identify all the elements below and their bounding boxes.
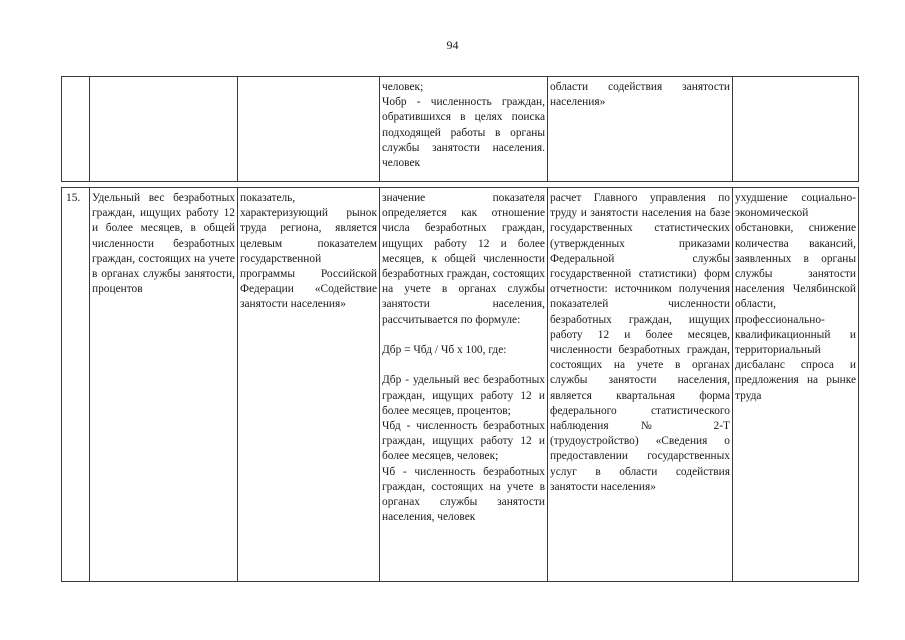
table-row [62,77,859,182]
indicator-name-cell: Удельный вес безработных граждан, ищущих работу 12 и более месяцев, в общей численности безработных граждан, состоящих на учете в органах службы занятости, процентов [90,188,238,582]
calculation-method-cell: значение показателя определяется как отношение числа безработных граждан, ищущих работу 12 и более месяцев, к общей численности безработных граждан, состоящих на учете в органах службы занятости населения, рассчитывается по формуле: Дбр = Чбд / Чб х 100, где: Дбр - удельный вес безработных граждан, ищущих работу 12 и более месяцев, процентов; Чбд - численность безработных граждан, ищущих работу 12 и более месяцев, человек; Чб - численность безработных граждан, состоящих на учете в органах службы занятости населения, человек [380,188,548,582]
indicator-name-cell [90,77,238,182]
data-source-cell: области содействия занятости населения» [548,77,733,182]
page-number: 94 [446,38,459,52]
row-number-cell: 15. [62,188,90,582]
row-number-cell [62,77,90,182]
indicators-table [61,76,859,582]
data-source-cell: расчет Главного управления по труду и занятости населения на базе государственных статистических (утвержденных приказами Федеральной службы государственной статистики) форм отчетности: источником получения показателей численности безработных граждан, ищущих работу 12 и более месяцев, численности безработных граждан, состоящих на учете в органах службы занятости населения, является квартальная форма федерального статистического наблюдения № 2-Т (трудоустройство) «Сведения о предоставлении государственных услуг в области содействия занятости населения» [548,188,733,582]
indicator-description-cell: показатель, характеризующий рынок труда региона, является целевым показателем государственной программы Российской Федерации «Содействие занятости населения» [238,188,380,582]
table-row [62,188,859,582]
indicator-description-cell [238,77,380,182]
risk-factors-cell: ухудшение социально-экономической обстановки, снижение количества вакансий, заявленных в органы службы занятости населения Челябинской области, профессионально-квалификационный и территориальный дисбаланс спроса и предложения на рынке труда [733,188,859,582]
calculation-method-cell: человек; Чобр - численность граждан, обратившихся в целях поиска подходящей работы в органы службы занятости населения. человек [380,77,548,182]
risk-factors-cell [733,77,859,182]
